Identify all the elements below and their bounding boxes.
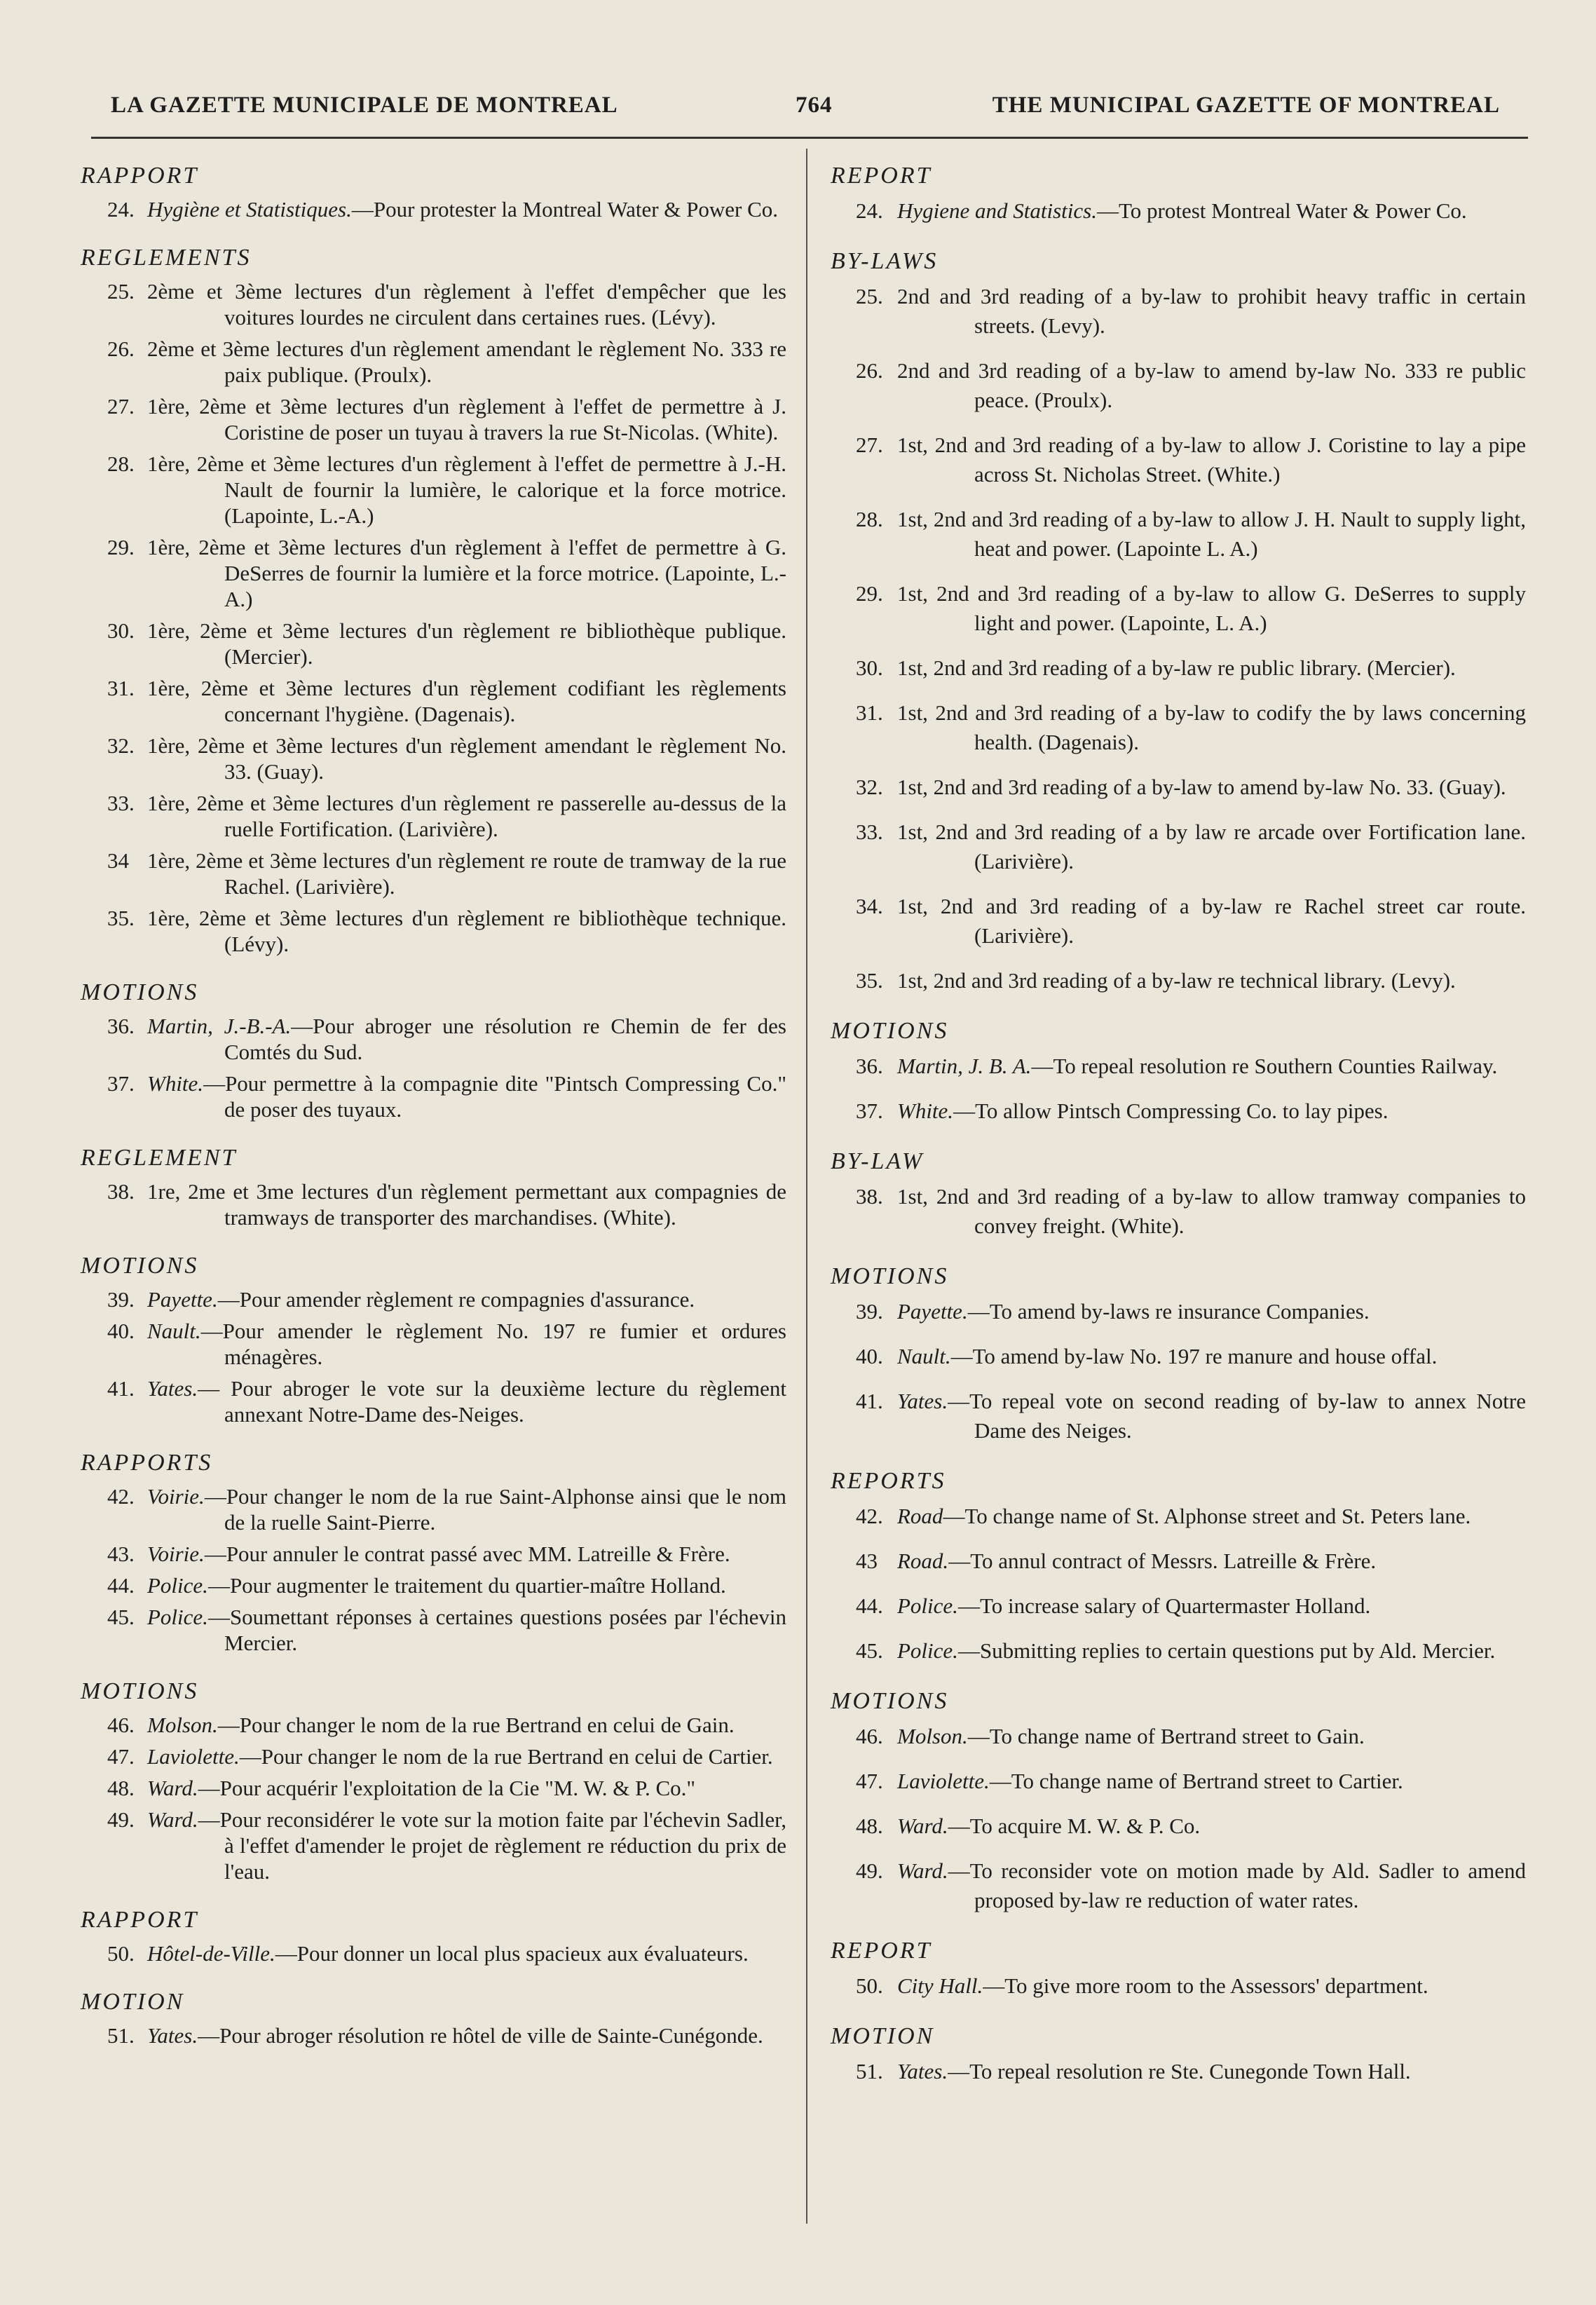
section-heading-en: MOTIONS <box>831 1688 949 1714</box>
item-body <box>147 393 786 445</box>
english-column <box>831 163 1532 2102</box>
item-text: 1st, 2nd and 3rd reading of a by law re arcade over Fortification lane. (Larivière). <box>897 820 1526 873</box>
item-body <box>897 579 1526 638</box>
item-body <box>897 1722 1526 1751</box>
item-number: 36. <box>856 1054 883 1078</box>
item-number: 40. <box>856 1344 883 1368</box>
item-number: 41. <box>107 1376 135 1401</box>
item-text: —Pour annuler le contrat passé avec MM. Latreille & Frère. <box>204 1542 730 1566</box>
item-number: 43 <box>856 1549 878 1573</box>
section-heading-fr: RAPPORT <box>81 163 199 189</box>
item-body <box>147 733 786 784</box>
item-mover: Laviolette. <box>147 1744 240 1769</box>
item-body <box>147 1013 786 1065</box>
item-mover: Martin, J.-B.-A. <box>147 1014 292 1038</box>
agenda-item-fr <box>81 848 792 899</box>
agenda-item-en <box>831 1971 1532 2001</box>
item-text: 1st, 2nd and 3rd reading of a by-law to allow J. H. Nault to supply light, heat and power. (Lapointe L. A.) <box>897 507 1526 561</box>
item-body <box>897 1591 1526 1621</box>
agenda-item-en <box>831 1767 1532 1796</box>
item-text: 1ère, 2ème et 3ème lectures d'un règlement re bibliothèque publique. (Mercier). <box>147 618 786 669</box>
item-mover: Hygiene and Statistics. <box>897 198 1097 223</box>
item-text: 1st, 2nd and 3rd reading of a by-law re public library. (Mercier). <box>897 655 1456 680</box>
item-number: 50. <box>856 1973 883 1998</box>
header-title-french: LA GAZETTE MUNICIPALE DE MONTREAL <box>111 93 618 118</box>
item-mover: Ward. <box>897 1814 948 1838</box>
item-text: —Pour amender le règlement No. 197 re fumier et ordures ménagères. <box>200 1319 786 1369</box>
agenda-item-fr <box>81 1286 792 1312</box>
item-mover: Hôtel-de-Ville. <box>147 1941 275 1966</box>
item-number: 50. <box>107 1941 135 1966</box>
item-number: 32. <box>856 775 883 799</box>
agenda-item-fr <box>81 1483 792 1535</box>
agenda-item-en <box>831 1811 1532 1841</box>
item-number: 26. <box>856 358 883 383</box>
agenda-item-fr <box>81 196 792 222</box>
item-number: 48. <box>107 1776 135 1800</box>
section-heading-en: REPORT <box>831 1938 932 1964</box>
agenda-item-en <box>831 1342 1532 1371</box>
item-text: —Pour changer le nom de la rue Saint-Alphonse ainsi que le nom de la ruelle Saint-Pierre. <box>204 1484 786 1535</box>
agenda-item-en <box>831 653 1532 683</box>
item-body <box>897 1387 1526 1446</box>
item-text: —Pour augmenter le traitement du quartier-maître Holland. <box>207 1573 726 1598</box>
item-body <box>897 1971 1526 2001</box>
item-mover: Road. <box>897 1549 949 1573</box>
item-text: —Pour acquérir l'exploitation de la Cie "M. W. & P. Co." <box>198 1776 696 1800</box>
agenda-item-en <box>831 1856 1532 1915</box>
item-mover: Laviolette. <box>897 1769 990 1793</box>
agenda-item-fr <box>81 278 792 330</box>
item-text: 1st, 2nd and 3rd reading of a by-law re Rachel street car route. (Larivière). <box>897 894 1526 948</box>
section-heading-en: BY-LAWS <box>831 248 939 274</box>
item-text: 2nd and 3rd reading of a by-law to amend by-law No. 333 re public peace. (Proulx). <box>897 358 1526 412</box>
item-body <box>147 1775 786 1801</box>
item-mover: White. <box>147 1071 204 1096</box>
item-body <box>147 675 786 727</box>
item-mover: Police. <box>897 1638 958 1663</box>
item-text: 1st, 2nd and 3rd reading of a by-law re technical library. (Levy). <box>897 968 1456 993</box>
item-number: 31. <box>856 700 883 725</box>
item-number: 45. <box>107 1605 135 1629</box>
item-body <box>147 1940 786 1966</box>
item-number: 46. <box>107 1713 135 1737</box>
item-mover: Police. <box>147 1573 208 1598</box>
agenda-item-fr <box>81 1541 792 1567</box>
agenda-item-fr <box>81 1013 792 1065</box>
item-text: 1ère, 2ème et 3ème lectures d'un règlement re bibliothèque technique. (Lévy). <box>147 906 786 956</box>
item-body <box>147 336 786 388</box>
item-number: 27. <box>856 433 883 457</box>
agenda-item-en <box>831 282 1532 341</box>
section-heading-fr: RAPPORT <box>81 1907 199 1933</box>
item-body <box>897 1052 1526 1081</box>
item-mover: Nault. <box>147 1319 201 1343</box>
agenda-item-en <box>831 966 1532 995</box>
item-body <box>897 653 1526 683</box>
item-text: 1ère, 2ème et 3ème lectures d'un règlement à l'effet de permettre à G. DeSerres de fournir la lumière et la force motrice. (Lapointe, L.-A.) <box>147 535 786 611</box>
item-text: —To protest Montreal Water & Power Co. <box>1096 198 1467 223</box>
agenda-item-fr <box>81 451 792 529</box>
item-number: 44. <box>856 1593 883 1618</box>
item-mover: White. <box>897 1099 954 1123</box>
item-number: 40. <box>107 1319 135 1343</box>
item-number: 38. <box>107 1179 135 1204</box>
agenda-item-en <box>831 1546 1532 1576</box>
section-heading-fr: REGLEMENT <box>81 1145 238 1171</box>
item-number: 35. <box>107 906 135 930</box>
item-text: —Pour changer le nom de la rue Bertrand en celui de Cartier. <box>239 1744 773 1769</box>
section-heading-fr: MOTIONS <box>81 1253 199 1279</box>
item-number: 25. <box>856 284 883 308</box>
item-text: 1st, 2nd and 3rd reading of a by-law to amend by-law No. 33. (Guay). <box>897 775 1506 799</box>
item-body <box>147 1483 786 1535</box>
item-number: 37. <box>107 1071 135 1096</box>
item-text: 2nd and 3rd reading of a by-law to prohibit heavy traffic in certain streets. (Levy). <box>897 284 1526 338</box>
item-text: 1ère, 2ème et 3ème lectures d'un règlement à l'effet de permettre à J. Coristine de poser un tuyau à travers la rue St-Nicolas. (White). <box>147 394 786 444</box>
item-body <box>897 817 1526 876</box>
item-text: 1st, 2nd and 3rd reading of a by-law to codify the by laws concerning health. (Dagenais). <box>897 700 1526 754</box>
item-text: 1ère, 2ème et 3ème lectures d'un règlement amendant le règlement No. 33. (Guay). <box>147 733 786 784</box>
agenda-item-en <box>831 1096 1532 1126</box>
section-heading-en: BY-LAW <box>831 1148 925 1174</box>
item-number: 35. <box>856 968 883 993</box>
item-number: 39. <box>107 1287 135 1312</box>
item-number: 39. <box>856 1299 883 1324</box>
item-number: 51. <box>107 2023 135 2048</box>
item-text: 1st, 2nd and 3rd reading of a by-law to allow tramway companies to convey freight. (White). <box>897 1184 1526 1238</box>
item-mover: Molson. <box>897 1724 968 1748</box>
item-text: —Soumettant réponses à certaines questions posées par l'échevin Mercier. <box>207 1605 786 1655</box>
agenda-item-fr <box>81 1604 792 1656</box>
agenda-item-fr <box>81 1712 792 1738</box>
item-text: 2ème et 3ème lectures d'un règlement à l'effet d'empêcher que les voitures lourdes ne circulent dans certaines rues. (Lévy). <box>147 279 786 329</box>
item-body <box>897 1546 1526 1576</box>
agenda-item-fr <box>81 675 792 727</box>
item-body <box>897 1096 1526 1126</box>
agenda-item-fr <box>81 790 792 842</box>
agenda-item-en <box>831 1387 1532 1446</box>
item-number: 46. <box>856 1724 883 1748</box>
agenda-item-en <box>831 2057 1532 2086</box>
item-text: —Submitting replies to certain questions put by Ald. Mercier. <box>957 1638 1496 1663</box>
item-body <box>147 1807 786 1884</box>
section-heading-en: REPORT <box>831 163 932 189</box>
agenda-item-fr <box>81 1775 792 1801</box>
item-body <box>147 1178 786 1230</box>
item-number: 42. <box>107 1484 135 1509</box>
agenda-item-en <box>831 892 1532 951</box>
item-body <box>897 2057 1526 2086</box>
item-number: 34. <box>856 894 883 918</box>
agenda-item-en <box>831 1722 1532 1751</box>
page-number: 764 <box>796 93 833 118</box>
item-text: —To repeal resolution re Ste. Cunegonde Town Hall. <box>948 2059 1411 2083</box>
item-number: 29. <box>107 535 135 559</box>
item-mover: Ward. <box>147 1776 198 1800</box>
header-rule <box>91 137 1528 139</box>
item-mover: Ward. <box>897 1858 948 1883</box>
header-title-english: THE MUNICIPAL GAZETTE OF MONTREAL <box>992 93 1500 118</box>
item-text: —To reconsider vote on motion made by Ald. Sadler to amend proposed by-law re reduction of water rates. <box>948 1858 1526 1912</box>
item-text: —To repeal vote on second reading of by-law to annex Notre Dame des Neiges. <box>948 1389 1526 1443</box>
agenda-item-fr <box>81 1572 792 1598</box>
item-body <box>897 1297 1526 1326</box>
item-text: —Pour abroger une résolution re Chemin de fer des Comtés du Sud. <box>224 1014 786 1064</box>
item-body <box>147 451 786 529</box>
item-number: 34 <box>107 848 129 873</box>
item-body <box>897 196 1526 226</box>
item-body <box>147 196 786 222</box>
item-body <box>147 1375 786 1427</box>
agenda-item-fr <box>81 2022 792 2048</box>
agenda-item-fr <box>81 1940 792 1966</box>
item-number: 45. <box>856 1638 883 1663</box>
section-heading-fr: MOTION <box>81 1989 185 2015</box>
agenda-item-fr <box>81 618 792 669</box>
agenda-item-en <box>831 1636 1532 1666</box>
item-body <box>147 848 786 899</box>
item-text: —To change name of St. Alphonse street and St. Peters lane. <box>943 1504 1471 1528</box>
agenda-item-fr <box>81 1318 792 1370</box>
agenda-item-en <box>831 579 1532 638</box>
item-body <box>147 1712 786 1738</box>
agenda-item-fr <box>81 1743 792 1769</box>
item-number: 27. <box>107 394 135 419</box>
item-number: 47. <box>107 1744 135 1769</box>
section-heading-en: MOTIONS <box>831 1018 949 1044</box>
item-text: —To amend by-laws re insurance Companies. <box>967 1299 1370 1324</box>
item-number: 48. <box>856 1814 883 1838</box>
item-text: 2ème et 3ème lectures d'un règlement amendant le règlement No. 333 re paix publique. (Proulx). <box>147 336 786 387</box>
item-text: 1ère, 2ème et 3ème lectures d'un règlement codifiant les règlements concernant l'hygiène. (Dagenais). <box>147 676 786 726</box>
item-number: 30. <box>107 618 135 643</box>
item-mover: Voirie. <box>147 1542 205 1566</box>
item-mover: Molson. <box>147 1713 218 1737</box>
item-mover: Ward. <box>147 1807 198 1832</box>
item-text: —To allow Pintsch Compressing Co. to lay pipes. <box>953 1099 1389 1123</box>
item-body <box>147 2022 786 2048</box>
section-heading-en: MOTION <box>831 2023 935 2049</box>
item-body <box>147 278 786 330</box>
item-mover: Nault. <box>897 1344 951 1368</box>
column-divider <box>806 149 807 2224</box>
item-text: —Pour permettre à la compagnie dite "Pintsch Compressing Co." de poser des tuyaux. <box>203 1071 786 1122</box>
item-body <box>147 1318 786 1370</box>
item-body <box>147 1070 786 1122</box>
item-body <box>897 1636 1526 1666</box>
item-number: 31. <box>107 676 135 700</box>
page-header <box>105 93 1500 128</box>
item-text: —Pour changer le nom de la rue Bertrand en celui de Gain. <box>217 1713 735 1737</box>
agenda-item-fr <box>81 393 792 445</box>
item-number: 38. <box>856 1184 883 1209</box>
agenda-item-fr <box>81 1807 792 1884</box>
item-body <box>147 618 786 669</box>
item-number: 24. <box>107 197 135 222</box>
item-mover: Yates. <box>897 2059 948 2083</box>
item-body <box>147 1541 786 1567</box>
item-body <box>897 430 1526 489</box>
item-body <box>897 505 1526 564</box>
item-body <box>897 698 1526 757</box>
item-body <box>897 356 1526 415</box>
item-text: —To change name of Bertrand street to Cartier. <box>989 1769 1403 1793</box>
item-mover: Yates. <box>897 1389 948 1413</box>
item-text: —To repeal resolution re Southern Counties Railway. <box>1031 1054 1498 1078</box>
item-text: 1ère, 2ème et 3ème lectures d'un règlement re passerelle au-dessus de la ruelle Fortification. (Larivière). <box>147 791 786 841</box>
item-text: 1ère, 2ème et 3ème lectures d'un règlement à l'effet de permettre à J.-H. Nault de fournir la lumière, le calorique et la force motrice. (Lapointe, L.-A.) <box>147 451 786 528</box>
item-number: 24. <box>856 198 883 223</box>
agenda-item-fr <box>81 336 792 388</box>
item-mover: Yates. <box>147 2023 198 2048</box>
item-text: —Pour reconsidérer le vote sur la motion faite par l'échevin Sadler, à l'effet d'amender le projet de règlement re réduction du prix de l'eau. <box>198 1807 786 1884</box>
item-mover: Payette. <box>897 1299 968 1324</box>
agenda-item-en <box>831 1052 1532 1081</box>
item-number: 49. <box>107 1807 135 1832</box>
agenda-item-en <box>831 356 1532 415</box>
item-mover: Hygiène et Statistiques. <box>147 197 352 222</box>
item-body <box>147 790 786 842</box>
agenda-item-en <box>831 196 1532 226</box>
french-column <box>81 163 792 2054</box>
item-number: 32. <box>107 733 135 758</box>
item-body <box>897 1182 1526 1241</box>
item-text: —To change name of Bertrand street to Gain. <box>967 1724 1365 1748</box>
section-heading-en: MOTIONS <box>831 1263 949 1289</box>
item-text: —Pour donner un local plus spacieux aux évaluateurs. <box>275 1941 749 1966</box>
item-mover: City Hall. <box>897 1973 983 1998</box>
section-heading-en: REPORTS <box>831 1468 946 1494</box>
agenda-item-en <box>831 773 1532 802</box>
item-mover: Road <box>897 1504 943 1528</box>
item-number: 49. <box>856 1858 883 1883</box>
item-number: 29. <box>856 581 883 606</box>
section-heading-fr: RAPPORTS <box>81 1450 213 1476</box>
item-number: 47. <box>856 1769 883 1793</box>
item-body <box>897 282 1526 341</box>
item-mover: Payette. <box>147 1287 218 1312</box>
agenda-item-en <box>831 1182 1532 1241</box>
item-mover: Yates. <box>147 1376 198 1401</box>
item-number: 42. <box>856 1504 883 1528</box>
item-number: 28. <box>107 451 135 476</box>
item-mover: Police. <box>897 1593 958 1618</box>
item-body <box>897 1856 1526 1915</box>
item-text: 1re, 2me et 3me lectures d'un règlement permettant aux compagnies de tramways de transporter des marchandises. (White). <box>147 1179 786 1230</box>
item-body <box>897 966 1526 995</box>
item-number: 25. <box>107 279 135 304</box>
agenda-item-en <box>831 1502 1532 1531</box>
section-heading-fr: MOTIONS <box>81 1678 199 1704</box>
agenda-item-fr <box>81 905 792 957</box>
agenda-item-en <box>831 1297 1532 1326</box>
section-heading-fr: MOTIONS <box>81 979 199 1005</box>
item-body <box>897 1342 1526 1371</box>
item-body <box>147 1286 786 1312</box>
agenda-item-en <box>831 505 1532 564</box>
agenda-item-en <box>831 698 1532 757</box>
item-number: 33. <box>107 791 135 815</box>
item-body <box>897 892 1526 951</box>
item-mover: Police. <box>147 1605 208 1629</box>
item-text: —Pour amender règlement re compagnies d'assurance. <box>217 1287 695 1312</box>
agenda-item-en <box>831 1591 1532 1621</box>
item-text: 1ère, 2ème et 3ème lectures d'un règlement re route de tramway de la rue Rachel. (Larivière). <box>147 848 786 899</box>
agenda-item-fr <box>81 1070 792 1122</box>
item-text: —To increase salary of Quartermaster Holland. <box>957 1593 1371 1618</box>
item-body <box>897 1767 1526 1796</box>
item-number: 33. <box>856 820 883 844</box>
item-body <box>897 1502 1526 1531</box>
agenda-item-fr <box>81 1375 792 1427</box>
item-mover: Voirie. <box>147 1484 205 1509</box>
item-number: 43. <box>107 1542 135 1566</box>
item-body <box>147 1572 786 1598</box>
item-number: 37. <box>856 1099 883 1123</box>
item-body <box>147 1604 786 1656</box>
item-text: —To acquire M. W. & P. Co. <box>948 1814 1201 1838</box>
agenda-item-en <box>831 817 1532 876</box>
item-text: —To give more room to the Assessors' department. <box>983 1973 1428 1998</box>
item-number: 36. <box>107 1014 135 1038</box>
item-body <box>897 773 1526 802</box>
agenda-item-en <box>831 430 1532 489</box>
item-text: 1st, 2nd and 3rd reading of a by-law to allow J. Coristine to lay a pipe across St. Nicholas Street. (White.) <box>897 433 1526 487</box>
item-text: —Pour abroger résolution re hôtel de ville de Sainte-Cunégonde. <box>198 2023 763 2048</box>
item-body <box>147 905 786 957</box>
item-text: — Pour abroger le vote sur la deuxième lecture du règlement annexant Notre-Dame des-Neiges. <box>198 1376 786 1427</box>
item-number: 30. <box>856 655 883 680</box>
item-number: 28. <box>856 507 883 531</box>
agenda-item-fr <box>81 534 792 612</box>
item-number: 44. <box>107 1573 135 1598</box>
item-text: —To amend by-law No. 197 re manure and house offal. <box>950 1344 1438 1368</box>
section-heading-fr: REGLEMENTS <box>81 245 252 271</box>
item-number: 41. <box>856 1389 883 1413</box>
agenda-item-fr <box>81 1178 792 1230</box>
item-text: —Pour protester la Montreal Water & Power Co. <box>351 197 779 222</box>
item-number: 51. <box>856 2059 883 2083</box>
item-text: —To annul contract of Messrs. Latreille & Frère. <box>948 1549 1377 1573</box>
item-text: 1st, 2nd and 3rd reading of a by-law to allow G. DeSerres to supply light and power. (Lapointe, L. A.) <box>897 581 1526 635</box>
item-number: 26. <box>107 336 135 361</box>
item-body <box>147 1743 786 1769</box>
item-body <box>897 1811 1526 1841</box>
item-body <box>147 534 786 612</box>
agenda-item-fr <box>81 733 792 784</box>
item-mover: Martin, J. B. A. <box>897 1054 1032 1078</box>
